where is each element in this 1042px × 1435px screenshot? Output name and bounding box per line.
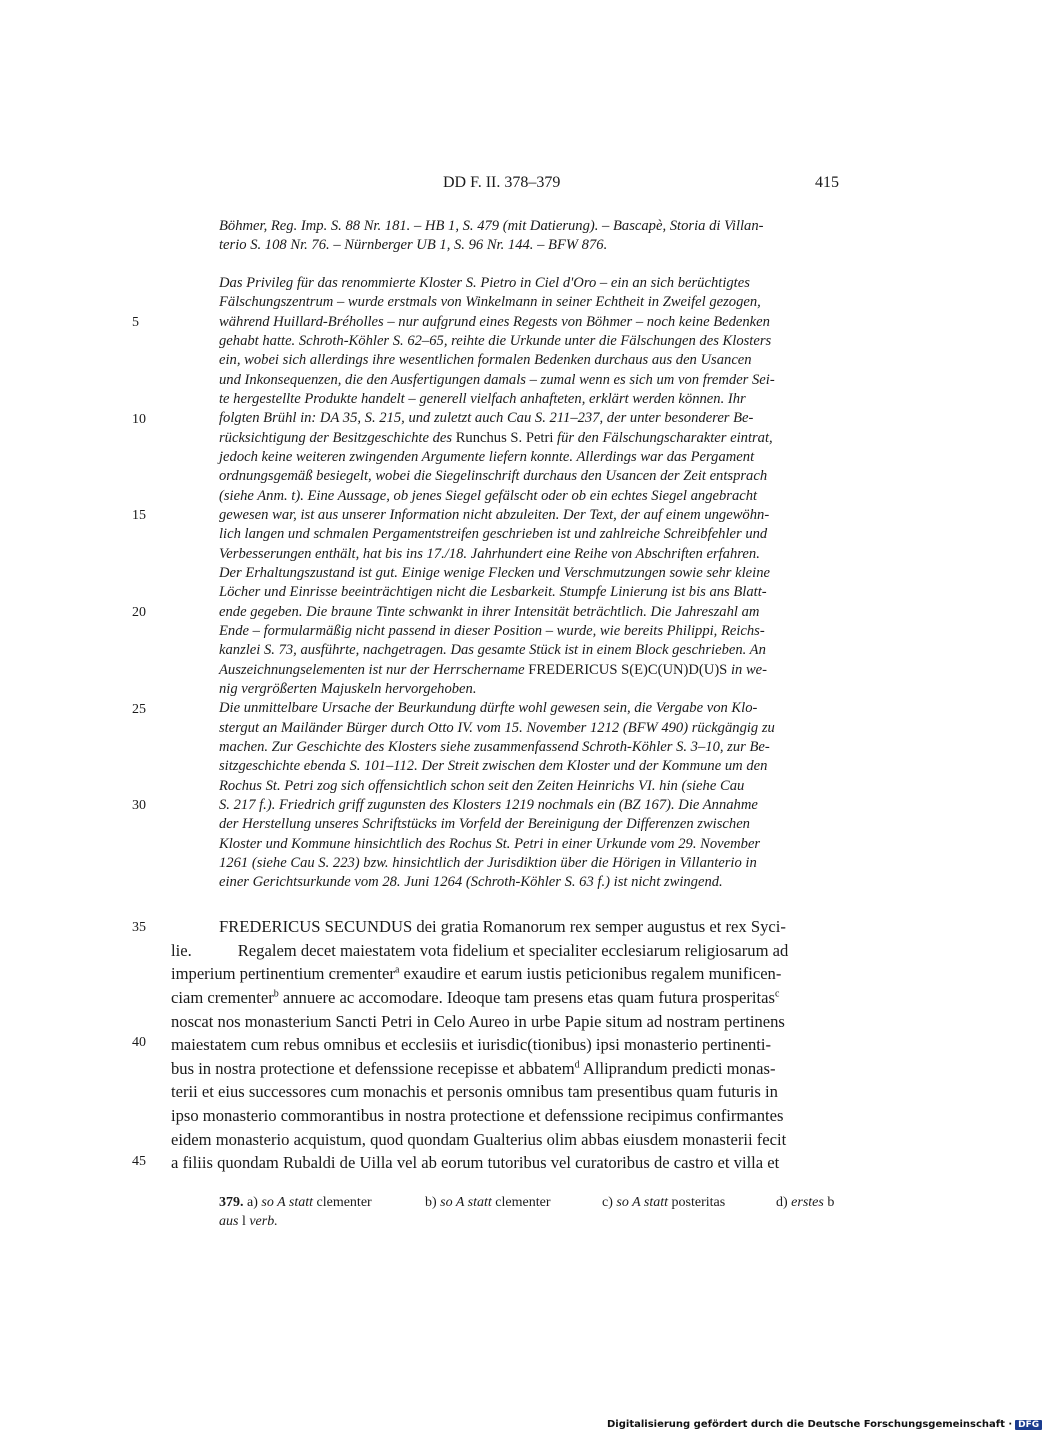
commentary-line: während Huillard-Bréholles – nur aufgrund eines Regests von Böhmer – noch keine Bedenken	[219, 314, 770, 330]
document-number: 379.	[219, 1195, 244, 1210]
commentary-line: gewesen war, ist aus unserer Information nicht abzuleiten. Der Text, der auf einem ungewöhn-	[219, 507, 770, 523]
commentary-line: Verbesserungen enthält, hat bis ins 17./18. Jahrhundert eine Reihe von Abschriften erfahren.	[219, 546, 760, 562]
charter-line: a filiis quondam Rubaldi de Uilla vel ab eorum tutoribus vel curatoribus de castro et villa et	[171, 1153, 780, 1172]
text-span: in we-	[727, 662, 768, 678]
line-number: 45	[132, 1154, 146, 1169]
footnote-italic: so A statt	[616, 1195, 669, 1210]
footnote-italic: aus	[219, 1214, 239, 1229]
footnote-word: l	[241, 1214, 246, 1229]
line-number: 15	[132, 508, 146, 523]
commentary-line: stergut an Mailänder Bürger durch Otto IV. vom 15. November 1212 (BFW 490) rückgängig zu	[219, 720, 775, 736]
running-header: DD F. II. 378–379	[443, 174, 561, 191]
text-span: Auszeichnungselementen ist nur der Herrschername	[219, 662, 529, 678]
footnote-word: posteritas	[671, 1195, 726, 1210]
commentary-line: ende gegeben. Die braune Tinte schwankt in ihrer Intensität beträchtlich. Die Jahreszahl am	[219, 604, 760, 620]
commentary-line: und Inkonsequenzen, die den Ausfertigungen damals – zumal wenn es sich um von fremder Sei-	[219, 372, 775, 388]
line-number: 30	[132, 798, 146, 813]
charter-line	[171, 986, 779, 1009]
text-span: rücksichtigung der Besitzgeschichte des	[219, 430, 456, 446]
commentary-line: der Herstellung unseres Schriftstücks im Vorfeld der Bereinigung der Differenzen zwischen	[219, 816, 750, 832]
charter-line	[171, 939, 788, 962]
footnote-d	[776, 1195, 834, 1211]
bibliography-line: Böhmer, Reg. Imp. S. 88 Nr. 181. – HB 1, S. 479 (mit Datierung). – Bascapè, Storia di Villan-	[219, 218, 764, 234]
dfg-logo: DFG	[1015, 1420, 1042, 1430]
charter-line: terii et eius successores cum monachis et personis omnibus tam presentibus quam futuris in	[171, 1082, 778, 1101]
commentary-line: machen. Zur Geschichte des Klosters siehe zusammenfassend Schroth-Köhler S. 3–10, zur Be-	[219, 739, 770, 755]
footnote-word: clementer	[495, 1195, 551, 1210]
commentary-line: nig vergrößerten Majuskeln hervorgehoben.	[219, 681, 477, 697]
footnote-ref: b	[273, 988, 279, 1000]
charter-line: maiestatem cum rebus omnibus et ecclesiis et iurisdic(tionibus) ipsi monasterio pertinenti-	[171, 1035, 772, 1054]
commentary-line: Der Erhaltungszustand ist gut. Einige wenige Flecken und Verschmutzungen sowie sehr kleine	[219, 565, 770, 581]
footnote-italic: erstes	[791, 1195, 824, 1210]
footnote-label: b)	[425, 1195, 437, 1210]
commentary-line: jedoch keine weiteren zwingenden Argumente liefern konnte. Allerdings war das Pergament	[219, 449, 755, 465]
charter-line	[171, 1057, 776, 1080]
text-span: ciam crementer	[171, 988, 274, 1007]
text-span: für den Fälschungscharakter eintrat,	[553, 430, 773, 446]
text-span: Regalem decet maiestatem vota fidelium et specialiter ecclesiarum religiosarum ad	[237, 941, 789, 960]
commentary-line: (siehe Anm. t). Eine Aussage, ob jenes Siegel gefälscht oder ob ein echtes Siegel angebracht	[219, 488, 758, 504]
text-span: Alliprandum predicti monas-	[579, 1059, 776, 1078]
footnote-label: c)	[602, 1195, 613, 1210]
charter-line	[171, 962, 781, 985]
commentary-line	[219, 429, 773, 448]
commentary-line: Rochus St. Petri zog sich offensichtlich schon seit den Zeiten Heinrichs VI. hin (siehe Cau	[219, 778, 745, 794]
upright-term: FREDERICUS S(E)C(UN)D(U)S	[528, 662, 728, 678]
footnote-italic: so A statt	[440, 1195, 492, 1210]
commentary-line: ein, wobei sich allerdings ihre wesentlichen formalen Bedenken durchaus aus den Usancen	[219, 352, 752, 368]
footnote-word: clementer	[316, 1195, 372, 1210]
upright-term: Runchus S. Petri	[455, 430, 554, 446]
text-span: annuere ac accomodare. Ideoque tam presens etas quam futura prosperitas	[278, 988, 775, 1007]
footnote-ref: c	[774, 988, 780, 1000]
footnote-word: b	[827, 1195, 835, 1210]
text-span: imperium pertinentium crementer	[171, 964, 395, 983]
line-number: 10	[132, 412, 146, 427]
commentary-line: sitzgeschichte ebenda S. 101–112. Der Streit zwischen dem Kloster und der Kommune um den	[219, 758, 768, 774]
line-number: 5	[132, 315, 139, 330]
commentary-line: S. 217 f.). Friedrich griff zugunsten des Klosters 1219 nochmals ein (BZ 167). Die Annahme	[219, 797, 758, 813]
charter-line: eidem monasterio acquistum, quod quondam Gualterius olim abbas eiusdem monasterii fecit	[171, 1130, 787, 1149]
footnote-c	[602, 1195, 725, 1211]
footnote-italic: verb.	[249, 1214, 278, 1229]
commentary-line: Kloster und Kommune hinsichtlich des Rochus St. Petri in einer Urkunde vom 29. November	[219, 836, 761, 852]
commentary-line: Das Privileg für das renommierte Kloster S. Pietro in Ciel d'Oro – ein an sich berüchtigtes	[219, 275, 750, 291]
commentary-line: Löcher und Einrisse beeinträchtigen nicht die Lesbarkeit. Stumpfe Linierung ist bis ans Blatt-	[219, 584, 767, 600]
footnote-ref: d	[574, 1059, 580, 1071]
commentary-line: lich langen und schmalen Pergamentstreifen geschrieben ist und zahlreiche Schreibfehler und	[219, 526, 768, 542]
commentary-line: 1261 (siehe Cau S. 223) bzw. hinsichtlich der Jurisdiktion über die Hörigen in Villanterio in	[219, 855, 757, 871]
line-number: 25	[132, 702, 146, 717]
funding-banner	[607, 1419, 1042, 1430]
commentary-line: einer Gerichtsurkunde vom 28. Juni 1264 (Schroth-Köhler S. 63 f.) ist nicht zwingend.	[219, 874, 723, 890]
funding-text: Digitalisierung gefördert durch die Deutsche Forschungsgemeinschaft ·	[607, 1419, 1013, 1430]
line-number: 35	[132, 920, 146, 935]
footnote-label: d)	[776, 1195, 788, 1210]
footnote-italic: so A statt	[261, 1195, 314, 1210]
charter-line: ipso monasterio commorantibus in nostra protectione et defenssione recipimus confirmantes	[171, 1106, 784, 1125]
commentary-line: gehabt hatte. Schroth-Köhler S. 62–65, reihte die Urkunde unter die Fälschungen des Klosters	[219, 333, 772, 349]
charter-line: noscat nos monasterium Sancti Petri in Celo Aureo in urbe Papie situm ad nostram pertinens	[171, 1012, 785, 1031]
footnote-b	[425, 1195, 550, 1211]
commentary-line: Ende – formularmäßig nicht passend in dieser Position – wurde, wie bereits Philippi, Reichs-	[219, 623, 765, 639]
text-span: lie.	[171, 941, 192, 960]
footnote-d-continued	[219, 1214, 278, 1230]
charter-line: FREDERICUS SECUNDUS dei gratia Romanorum rex semper augustus et rex Syci-	[219, 917, 786, 936]
line-number: 20	[132, 605, 146, 620]
bibliography-line: terio S. 108 Nr. 76. – Nürnberger UB 1, S. 96 Nr. 144. – BFW 876.	[219, 237, 608, 253]
footnote-label: a)	[247, 1195, 258, 1210]
commentary-line: kanzlei S. 73, ausführte, nachgetragen. Das gesamte Stück ist in einem Block geschrieben. An	[219, 642, 766, 658]
text-span: bus in nostra protectione et defenssione recepisse et abbatem	[171, 1059, 575, 1078]
commentary-line: Fälschungszentrum – wurde erstmals von Winkelmann in seiner Echtheit in Zweifel gezogen,	[219, 294, 761, 310]
commentary-line: ordnungsgemäß besiegelt, wobei die Siegelinschrift durchaus den Usancen der Zeit entsprach	[219, 468, 768, 484]
page-number: 415	[815, 174, 839, 191]
footnote-a	[219, 1195, 372, 1211]
commentary-line	[219, 661, 767, 680]
footnote-ref: a	[394, 964, 400, 976]
line-number: 40	[132, 1035, 146, 1050]
commentary-line: Die unmittelbare Ursache der Beurkundung dürfte wohl gewesen sein, die Vergabe von Klo-	[219, 700, 758, 716]
commentary-line: te hergestellte Produkte handelt – generell vielfach anhafteten, erklärt werden können. Ihr	[219, 391, 746, 407]
commentary-line: folgten Brühl in: DA 35, S. 215, und zuletzt auch Cau S. 211–237, der unter besonderer Be-	[219, 410, 754, 426]
text-span: exaudire et earum iustis peticionibus regalem munificen-	[399, 964, 782, 983]
